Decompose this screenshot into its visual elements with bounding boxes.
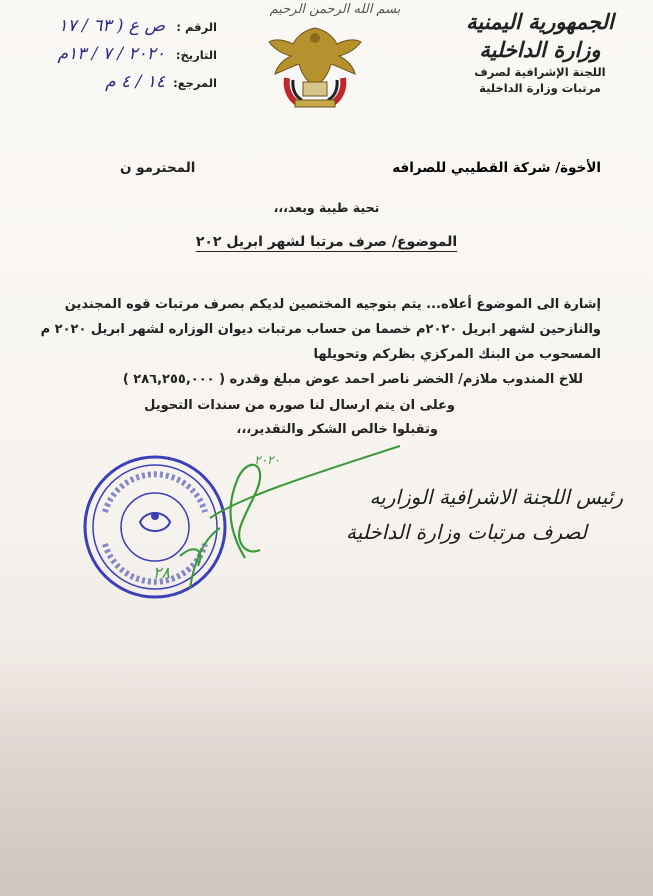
yemen-eagle-emblem-icon xyxy=(265,20,365,112)
body-line-3: المسحوب من البنك المركزي بظركم وتحويلها xyxy=(313,347,601,362)
recipient: الأخوة/ شركة القطيبي للصرافه xyxy=(392,160,601,176)
date-value: ٢٠٢٠ / ٧ / ١٣م xyxy=(57,44,165,64)
basmala: بسم الله الرحمن الرحيم xyxy=(269,2,401,17)
body-line-6: وتقبلوا خالص الشكر والتقدير،،، xyxy=(236,422,438,437)
committee-name-2: مرتبات وزارة الداخلية xyxy=(479,81,601,95)
respect-salutation: المحترمو ن xyxy=(120,160,196,176)
reference-block xyxy=(12,16,217,100)
ref-number-row xyxy=(12,16,217,44)
body-line-2: والنازحين لشهر ابريل ٢٠٢٠م خصما من حساب مرتبات ديوان الوزاره لشهر ابريل ٢٠٢٠ م xyxy=(40,322,601,337)
page-shadow xyxy=(0,660,653,896)
date-row xyxy=(12,44,217,72)
body-line-1: إشارة الى الموضوع أعلاه... يتم بتوجيه المختصين لديكم بصرف مرتبات قوه المجندين xyxy=(64,297,601,312)
issuer-header xyxy=(445,8,635,96)
ref-number-value: ص ع ( ٦٣ / ١٧ xyxy=(58,16,165,36)
ref-label: المرجع: xyxy=(173,76,217,90)
ref-row xyxy=(12,72,217,100)
body-line-5: وعلى ان يتم ارسال لنا صوره من سندات التحويل xyxy=(144,398,455,413)
country-name: الجمهورية اليمنية xyxy=(466,9,614,34)
greeting: تحية طيبة وبعد،،، xyxy=(273,200,380,215)
signatory-title-2: لصرف مرتبات وزارة الداخلية xyxy=(345,520,587,544)
signature-year: ٢٠٢٠ xyxy=(254,453,280,467)
ref-number-label: الرقم : xyxy=(176,20,217,34)
handwritten-signature-icon xyxy=(150,438,410,588)
signature-day: ٢٨ xyxy=(152,563,170,582)
ref-value: ١٤ / ٤ م xyxy=(105,72,165,92)
subject-line: الموضوع/ صرف مرتبا لشهر ابريل ٢٠٢ xyxy=(195,234,458,250)
ministry-name: وزارة الداخلية xyxy=(479,37,601,62)
committee-name-1: اللجنة الإشرافية لصرف xyxy=(474,65,606,79)
body-line-4: للاخ المندوب ملازم/ الخضر ناصر احمد عوض مبلغ وقدره ( ٢٨٦,٢٥٥,٠٠٠ ) xyxy=(122,372,583,387)
signatory-title-1: رئيس اللجنة الاشرافية الوزاريه xyxy=(369,485,623,509)
date-label: التاريخ: xyxy=(175,48,217,62)
